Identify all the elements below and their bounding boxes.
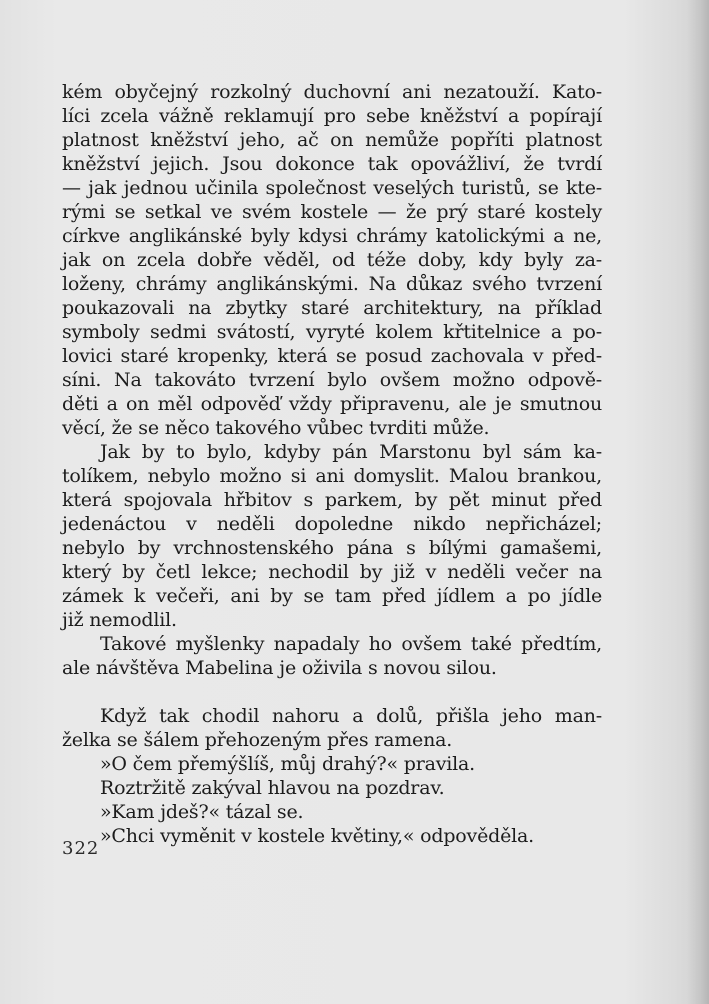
text-line: želka se šálem přehozeným přes ramena.: [62, 729, 453, 751]
page-number: 322: [62, 838, 100, 859]
text-line: která spojovala hřbitov s parkem, by pět minut před: [62, 489, 602, 511]
dialogue-line: »O čem přemýšlíš, můj drahý?« pravila.: [100, 753, 475, 775]
text-line: kněžství jejich. Jsou dokonce tak opovážliví, že tvrdí: [62, 153, 602, 175]
text-line: loženy, chrámy anglikánskými. Na důkaz svého tvrzení: [62, 273, 602, 295]
text-line: nebylo by vrchnostenského pána s bílými gamašemi,: [62, 537, 602, 559]
text-line: síni. Na takováto tvrzení bylo ovšem možno odpově-: [62, 369, 602, 391]
page-gutter-shadow: [687, 0, 709, 1004]
text-line: již nemodlil.: [62, 609, 177, 631]
dialogue-line: »Kam jdeš?« tázal se.: [100, 801, 304, 823]
text-line: líci zcela vážně reklamují pro sebe kněžství a popírají: [62, 105, 602, 127]
text-line: Když tak chodil nahoru a dolů, přišla jeho man-: [100, 705, 602, 727]
text-line: děti a on měl odpověď vždy připravenu, ale je smutnou: [62, 393, 602, 415]
text-line: platnost kněžství jeho, ač on nemůže popříti platnost: [62, 129, 602, 151]
text-line: který by četl lekce; nechodil by již v neděli večer na: [62, 561, 602, 583]
text-line: jedenáctou v neděli dopoledne nikdo nepřicházel;: [62, 513, 602, 535]
dialogue-line: »Chci vyměnit v kostele květiny,« odpověděla.: [100, 825, 534, 847]
text-line: věcí, že se něco takového vůbec tvrditi může.: [62, 417, 490, 439]
text-line: jak on zcela dobře věděl, od téže doby, kdy byly za-: [62, 249, 602, 271]
text-line: tolíkem, nebylo možno si ani domyslit. Malou brankou,: [62, 465, 602, 487]
text-line: symboly sedmi svátostí, vyryté kolem křtitelnice a po-: [62, 321, 602, 343]
text-line: — jak jednou učinila společnost veselých turistů, se kte-: [62, 177, 602, 199]
text-line: poukazovali na zbytky staré architektury, na příklad: [62, 297, 602, 319]
text-line: Roztržitě zakýval hlavou na pozdrav.: [100, 777, 445, 799]
text-line: lovici staré kropenky, která se posud zachovala v před-: [62, 345, 602, 367]
text-line: církve anglikánské byly kdysi chrámy katolickými a ne,: [62, 225, 602, 247]
text-line: kém obyčejný rozkolný duchovní ani nezatouží. Kato-: [62, 81, 602, 103]
text-line: Takové myšlenky napadaly ho ovšem také předtím,: [100, 633, 602, 655]
text-line: rými se setkal ve svém kostele — že prý staré kostely: [62, 201, 602, 223]
text-line: Jak by to bylo, kdyby pán Marstonu byl sám ka-: [100, 441, 602, 463]
text-line: zámek k večeři, ani by se tam před jídlem a po jídle: [62, 585, 602, 607]
text-line: ale návštěva Mabelina je oživila s novou silou.: [62, 657, 497, 679]
